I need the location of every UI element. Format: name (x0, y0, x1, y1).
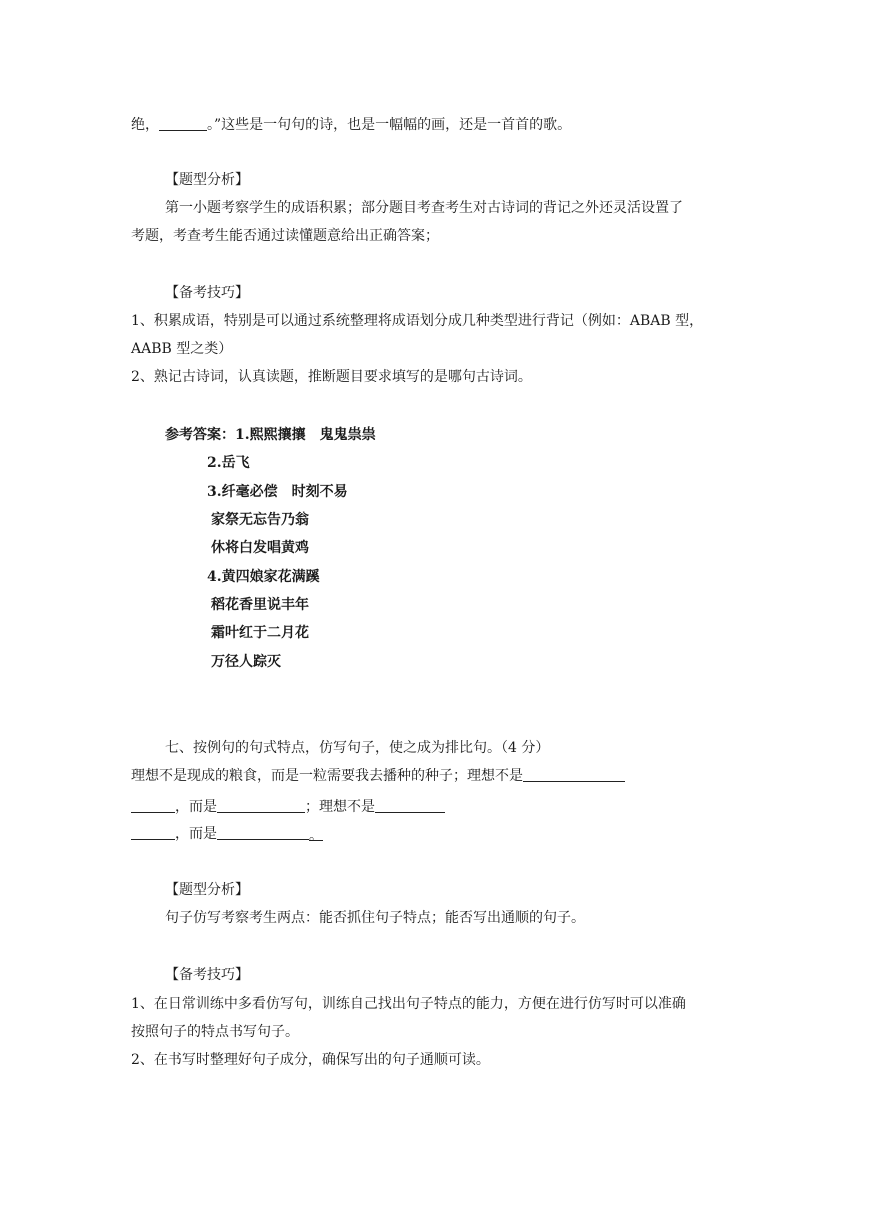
q6-analysis-line1: 第一小题考察学生的成语积累；部分题目考查考生对古诗词的背记之外还灵活设置了 (165, 200, 683, 216)
answer-item: 稻花香里说丰年 (211, 597, 309, 613)
q7-tips-heading: 【备考技巧】 (165, 967, 249, 983)
answer-label: 参考答案： (165, 427, 235, 443)
answer-item: 家祭无忘告乃翁 (211, 512, 309, 528)
answer-item: 休将白发唱黄鸡 (211, 540, 309, 556)
q7-example-line (131, 766, 625, 786)
answer-item: 4.黄四娘家花满蹊 (207, 569, 320, 585)
fill-blank[interactable] (217, 798, 305, 813)
answer-item: 万径人踪灭 (211, 654, 281, 670)
fill-blank[interactable] (131, 798, 175, 813)
q7-tip1-line1: 1、在日常训练中多看仿写句，训练自己找出句子特点的能力，方便在进行仿写时可以准确 (131, 996, 686, 1012)
q6-tail-line (131, 115, 571, 135)
fill-blank[interactable] (217, 825, 309, 840)
q7-row2-sep: ；理想不是 (305, 799, 375, 815)
q6-tip2: 2、熟记古诗词，认真读题，推断题目要求填写的是哪句古诗词。 (131, 369, 532, 385)
q6-analysis-heading: 【题型分析】 (165, 172, 249, 188)
q6-tail-start: 绝， (131, 117, 159, 133)
fill-blank[interactable] (523, 767, 625, 782)
q7-analysis-heading: 【题型分析】 (165, 882, 249, 898)
q7-tip1-line2: 按照句子的特点书写句子。 (131, 1024, 299, 1040)
q6-tips-heading: 【备考技巧】 (165, 285, 249, 301)
q6-tip1-line1: 1、积累成语，特别是可以通过系统整理将成语划分成几种类型进行背记（例如：ABAB 型， (131, 313, 704, 329)
q7-title: 七、按例句的句式特点，仿写句子，使之成为排比句。（4 分） (165, 740, 550, 756)
q7-tip2: 2、在书写时整理好句子成分，确保写出的句子通顺可读。 (131, 1052, 490, 1068)
q7-row-2 (131, 797, 445, 817)
answer-item: 1.熙熙攘攘 鬼鬼祟祟 (235, 427, 376, 443)
q7-row3-end: 。 (309, 828, 323, 844)
q7-row-3 (131, 824, 323, 844)
fill-blank[interactable] (131, 825, 175, 840)
q6-tail-end: 。”这些是一句句的诗，也是一幅幅的画，还是一首首的歌。 (207, 117, 572, 133)
answer-blank (159, 116, 207, 131)
answer-item: 3.纤毫必偿 时刻不易 (207, 484, 348, 500)
answer-row-1 (165, 425, 376, 445)
q7-analysis-line1: 句子仿写考察考生两点：能否抓住句子特点；能否写出通顺的句子。 (165, 910, 585, 926)
answer-item: 2.岳飞 (207, 455, 250, 471)
q7-row3-mid: ，而是 (175, 826, 217, 842)
q7-example: 理想不是现成的粮食，而是一粒需要我去播种的种子；理想不是 (131, 768, 523, 784)
q6-tip1-line2: AABB 型之类） (131, 341, 233, 357)
q7-row2-mid: ，而是 (175, 799, 217, 815)
answer-item: 霜叶红于二月花 (211, 625, 309, 641)
fill-blank[interactable] (375, 798, 445, 813)
q6-analysis-line2: 考题，考查考生能否通过读懂题意给出正确答案； (131, 228, 439, 244)
